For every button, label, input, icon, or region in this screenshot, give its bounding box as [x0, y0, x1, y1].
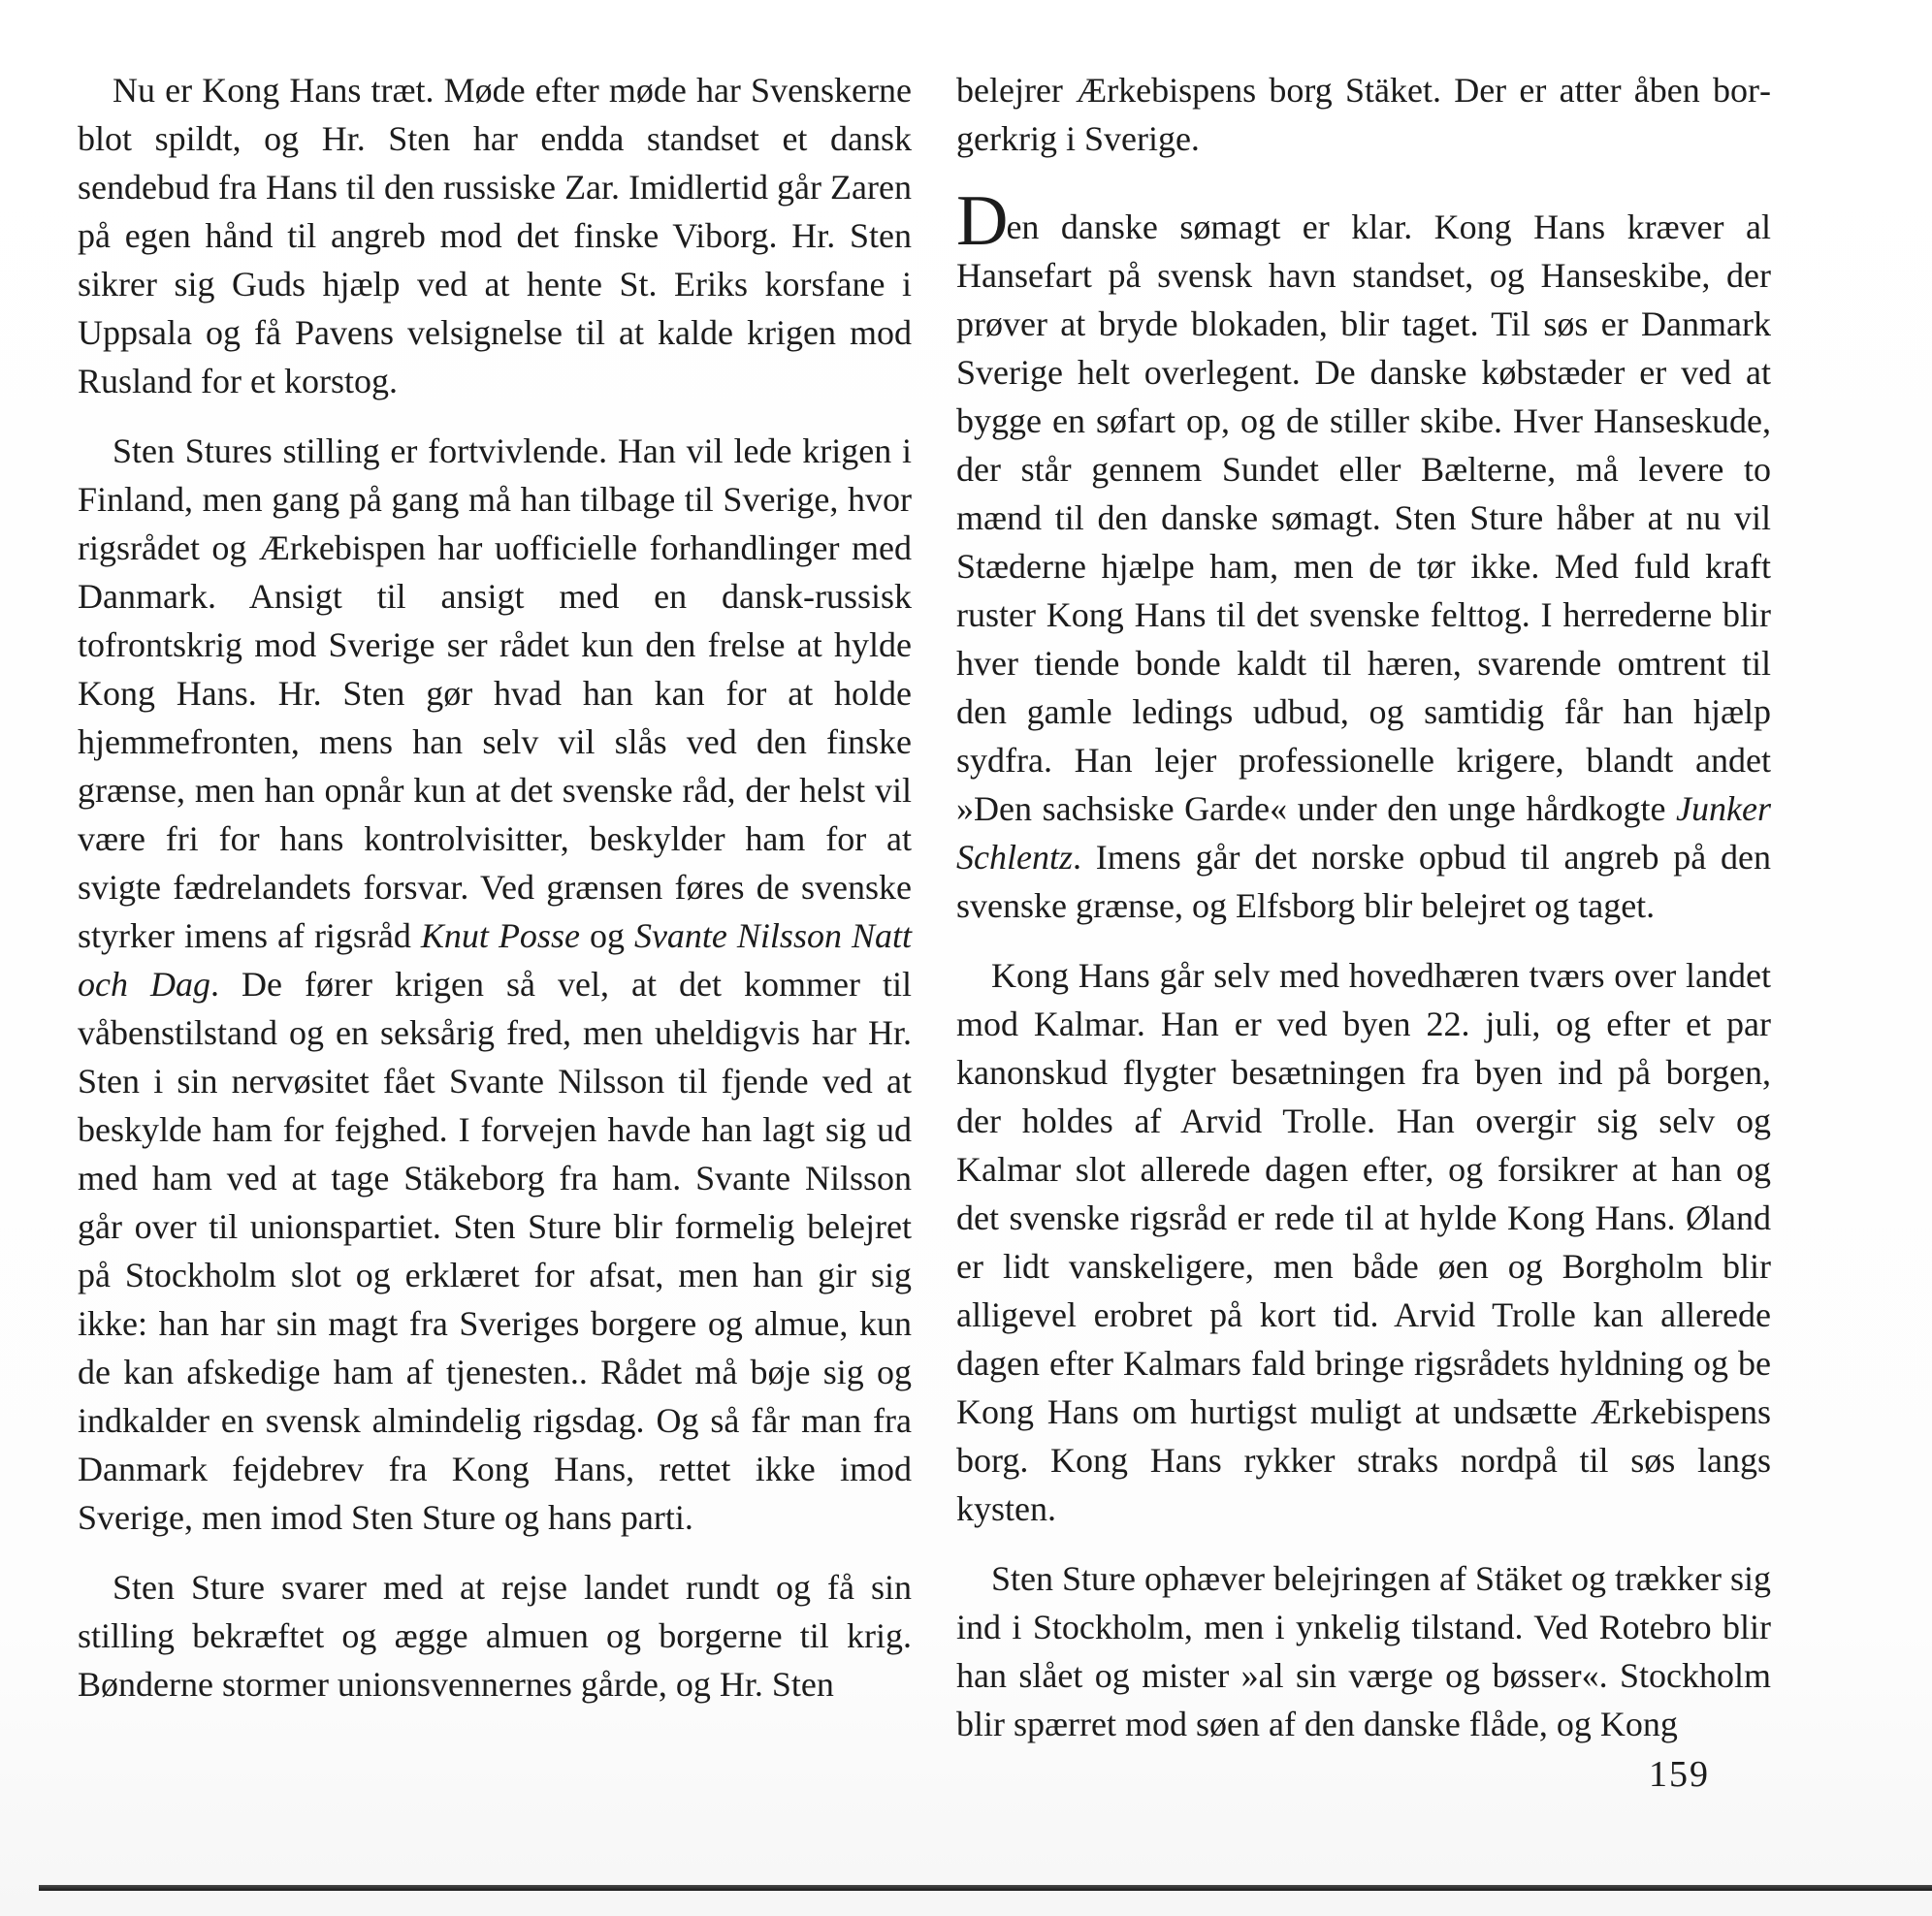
left-text-column: [78, 66, 912, 1708]
paragraph: Nu er Kong Hans træt. Møde efter møde har Svenskerne blot spildt, og Hr. Sten har endda standset et dansk sendebud fra Hans til den russiske Zar. Imidlertid går Zaren på egen hånd til angreb mod det finske Viborg. Hr. Sten sikrer sig Guds hjælp ved at hente St. Eriks korsfane i Uppsala og få Pavens velsignelse til at kalde krigen mod Rusland for et korstog.: [78, 71, 912, 400]
page-number: 159: [1649, 1754, 1710, 1795]
paragraph: Sten Sture ophæver belejringen af Stäket og trækker sig ind i Stockholm, men i ynkelig tilstand. Ved Rotebro blir han slået og mister »al sin værge og bøsser«. Stockholm blir spærret mod søen af den danske flåde, og Kong: [956, 1559, 1771, 1743]
italic-name: Svante Nilsson Natt och Dag: [78, 916, 912, 1004]
paragraph: Den danske sømagt er klar. Kong Hans kræver al Hansefart på svensk havn standset, og Hanseskibe, der prøver at bryde blokaden, blir taget. Til søs er Danmark Sverige helt overlegent. De danske købstæder er ved at bygge en søfart op, og de stiller skibe. Hver Hanseskude, der står gennem Sundet eller Bælterne, må levere to mænd til den danske sømagt. Sten Sture håber at nu vil Stæderne hjælpe ham, men de tør ikke. Med fuld kraft ruster Kong Hans til det svenske felttog. I herrederne blir hver tiende bonde kaldt til hæren, svarende omtrent til den gamle ledings udbud, og samtidig får han hjælp sydfra. Han lejer professionelle krigere, blandt andet »Den sachsiske Garde« under den unge hårdkogte Junker Schlentz. Imens går det norske opbud til angreb på den svenske grænse, og Elfsborg blir belejret og taget.: [956, 181, 1771, 925]
paragraph: Sten Sture svarer med at rejse landet rundt og få sin stilling bekræftet og ægge almuen og borgerne til krig. Bønderne stormer unionsvennernes gårde, og Hr. Sten: [78, 1568, 912, 1704]
paragraph: Sten Stures stilling er fortvivlende. Han vil lede krigen i Finland, men gang på gang må han tilbage til Sverige, hvor rigsrådet og Ærkebispen har uofficielle forhandlinger med Danmark. Ansigt til ansigt med en dansk-russisk tofrontskrig mod Sverige ser rådet kun den frelse at hylde Kong Hans. Hr. Sten gør hvad han kan for at holde hjemmefronten, mens han selv vil slås ved den finske grænse, men han opnår kun at det svenske råd, der helst vil være fri for hans kontrolvisitter, beskylder ham for at svigte fædrelandets forsvar. Ved grænsen føres de svenske styrker imens af rigsråd Knut Posse og Svante Nilsson Natt och Dag. De fører krigen så vel, at det kommer til våbenstilstand og en seksårig fred, men uheldigvis har Hr. Sten i sin nervøsitet fået Svante Nilsson til fjende ved at beskylde ham for fejghed. I forvejen havde han lagt sig ud med ham ved at tage Stäkeborg fra ham. Svante Nilsson går over til unionspartiet. Sten Sture blir formelig belejret på Stockholm slot og erklæret for afsat, men han gir sig ikke: han har sin magt fra Sveriges borgere og almue, kun de kan afskedige ham af tjenesten.. Rådet må bøje sig og indkalder en svensk almindelig rigsdag. Og så får man fra Danmark fejdebrev fra Kong Hans, rettet ikke imod Sverige, men imod Sten Sture og hans parti.: [78, 431, 912, 1537]
paragraph: belejrer Ærkebispens borg Stäket. Der er atter åben borgerkrig i Sverige.: [956, 71, 1771, 158]
italic-name: Knut Posse: [420, 916, 580, 955]
italic-name: Junker Schlentz: [956, 789, 1771, 877]
page-bottom-edge: [39, 1885, 1932, 1891]
paragraph: Kong Hans går selv med hovedhæren tværs over landet mod Kalmar. Han er ved byen 22. juli, og efter et par kanonskud flygter besætningen fra byen ind på borgen, der holdes af Arvid Trolle. Han overgir sig selv og Kalmar slot allerede dagen efter, og forsikrer at han og det svenske rigsråd er rede til at hylde Kong Hans. Øland er lidt vanskeligere, men både øen og Borgholm blir alligevel erobret på kort tid. Arvid Trolle kan allerede dagen efter Kalmars fald bringe rigsrådets hyldning og be Kong Hans om hurtigst muligt at undsætte Ærkebispens borg. Kong Hans rykker straks nordpå til søs langs kysten.: [956, 956, 1771, 1528]
drop-cap: D: [956, 181, 1007, 261]
right-text-column: [956, 66, 1771, 1748]
